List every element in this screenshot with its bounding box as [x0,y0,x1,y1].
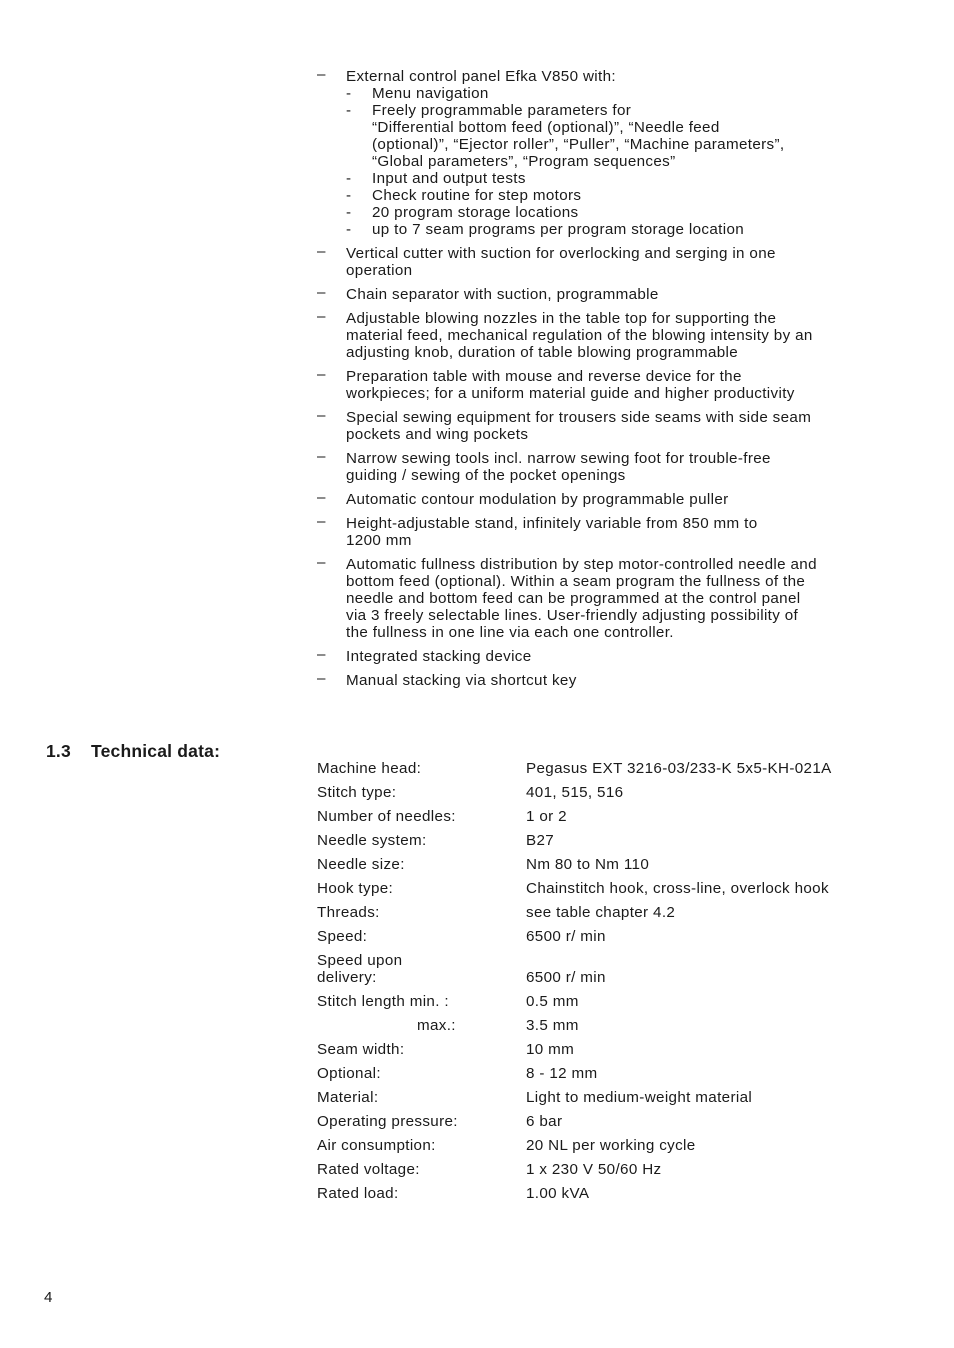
sub-dash: - [346,170,352,187]
spec-label: Threads: [317,904,380,921]
feature-item [317,310,877,361]
sub-dash: - [346,204,352,221]
spec-value: 6500 r/ min [526,969,606,986]
dash-bullet: – [317,554,326,571]
spec-value: see table chapter 4.2 [526,904,676,921]
dash-bullet: – [317,366,326,383]
feature-item [317,491,877,508]
spec-label: Material: [317,1089,379,1106]
spec-value: 1 x 230 V 50/60 Hz [526,1161,662,1178]
feature-text: Manual stacking via shortcut key [346,672,577,689]
spec-value: B27 [526,832,555,849]
dash-bullet: – [317,448,326,465]
section-title: Technical data: [91,741,221,761]
feature-text: External control panel Efka V850 with: [346,68,616,85]
feature-text: Automatic contour modulation by programmable puller [346,491,729,508]
feature-item [317,368,877,402]
dash-bullet: – [317,407,326,424]
feature-subitem-text: 20 program storage locations [372,204,579,221]
spec-value: 401, 515, 516 [526,784,624,801]
feature-text: Special sewing equipment for trousers side seams with side seam pockets and wing pockets [346,409,812,443]
dash-bullet: – [317,66,326,83]
spec-label: Needle size: [317,856,405,873]
spec-value: Nm 80 to Nm 110 [526,856,650,873]
spec-value: 1 or 2 [526,808,567,825]
sub-dash: - [346,221,352,238]
feature-item [317,245,877,279]
feature-subitem [346,204,877,221]
spec-row [317,1113,917,1130]
spec-row [317,993,917,1010]
spec-value: 8 - 12 mm [526,1065,598,1082]
spec-label: Hook type: [317,880,394,897]
feature-subitem-text: Menu navigation [372,85,489,102]
spec-value: Chainstitch hook, cross-line, overlock hook [526,880,829,897]
spec-value: 20 NL per working cycle [526,1137,696,1154]
feature-subitem-text: Input and output tests [372,170,526,187]
spec-label: Operating pressure: [317,1113,458,1130]
dash-bullet: – [317,670,326,687]
spec-label: Stitch type: [317,784,397,801]
spec-value: 6 bar [526,1113,563,1130]
feature-subitem-text: Freely programmable parameters for “Differential bottom feed (optional)”, “Needle feed (optional)”, “Ejector roller”, “Puller”, “Machine parameters”, “Global parameters”, “Program sequences” [372,102,785,170]
spec-row [317,928,917,945]
feature-subitem-text: Check routine for step motors [372,187,582,204]
spec-row [317,1137,917,1154]
dash-bullet: – [317,646,326,663]
spec-label: Machine head: [317,760,422,777]
dash-bullet: – [317,284,326,301]
spec-row [317,952,917,986]
feature-text: Height-adjustable stand, infinitely variable from 850 mm to 1200 mm [346,515,758,549]
dash-bullet: – [317,489,326,506]
feature-subitem [346,170,877,187]
feature-text: Adjustable blowing nozzles in the table top for supporting the material feed, mechanical regulation of the blowing intensity by an adjusting knob, duration of table blowing programmable [346,310,813,361]
spec-row [317,1185,917,1202]
feature-text: Integrated stacking device [346,648,532,665]
spec-label: Air consumption: [317,1137,436,1154]
spec-value: 3.5 mm [526,1017,579,1034]
spec-label: max.: [417,1017,456,1034]
feature-text: Preparation table with mouse and reverse device for the workpieces; for a uniform material guide and higher productivity [346,368,795,402]
feature-item [317,556,877,641]
feature-item [317,515,877,549]
feature-list [317,68,877,696]
feature-subitem [346,85,877,102]
spec-label: Seam width: [317,1041,405,1058]
spec-label: Optional: [317,1065,381,1082]
spec-row [317,1089,917,1106]
sub-dash: - [346,102,352,119]
spec-label: Needle system: [317,832,427,849]
feature-item [317,286,877,303]
spec-value: 6500 r/ min [526,928,606,945]
spec-row [317,1017,917,1034]
dash-bullet: – [317,243,326,260]
technical-data-table [317,760,917,1209]
feature-text: Vertical cutter with suction for overlocking and serging in one operation [346,245,776,279]
feature-text: Automatic fullness distribution by step motor-controlled needle and bottom feed (optional). Within a seam program the fullness of the needle and bottom feed can be programmed at the control panel via 3 freely selectable lines. User-friendly adjusting possibility of the fullness in one line via each one controller. [346,556,817,641]
feature-item [317,68,877,238]
feature-subitem [346,187,877,204]
spec-value: 0.5 mm [526,993,579,1010]
spec-label: Rated voltage: [317,1161,420,1178]
feature-item [317,648,877,665]
feature-sublist [346,85,877,238]
spec-row [317,1161,917,1178]
spec-row [317,808,917,825]
feature-subitem-text: up to 7 seam programs per program storage location [372,221,745,238]
feature-text: Narrow sewing tools incl. narrow sewing foot for trouble-free guiding / sewing of the pocket openings [346,450,771,484]
feature-text: Chain separator with suction, programmable [346,286,659,303]
spec-row [317,784,917,801]
spec-value: Light to medium-weight material [526,1089,753,1106]
spec-label: Speed upon delivery: [317,952,403,986]
spec-row [317,904,917,921]
spec-value: 1.00 kVA [526,1185,590,1202]
spec-value: Pegasus EXT 3216-03/233-K 5x5-KH-021A [526,760,832,777]
sub-dash: - [346,187,352,204]
spec-label: Number of needles: [317,808,456,825]
feature-subitem [346,221,877,238]
feature-subitem [346,102,877,170]
spec-label: Rated load: [317,1185,399,1202]
spec-row [317,832,917,849]
feature-item [317,672,877,689]
page-number: 4 [44,1289,53,1306]
dash-bullet: – [317,308,326,325]
spec-row [317,1065,917,1082]
spec-label: Stitch length min. : [317,993,449,1010]
spec-row [317,760,917,777]
spec-value: 10 mm [526,1041,575,1058]
feature-item [317,409,877,443]
spec-row [317,1041,917,1058]
feature-item [317,450,877,484]
sub-dash: - [346,85,352,102]
spec-row [317,880,917,897]
dash-bullet: – [317,513,326,530]
section-number: 1.3 [46,741,71,761]
spec-row [317,856,917,873]
spec-label: Speed: [317,928,368,945]
